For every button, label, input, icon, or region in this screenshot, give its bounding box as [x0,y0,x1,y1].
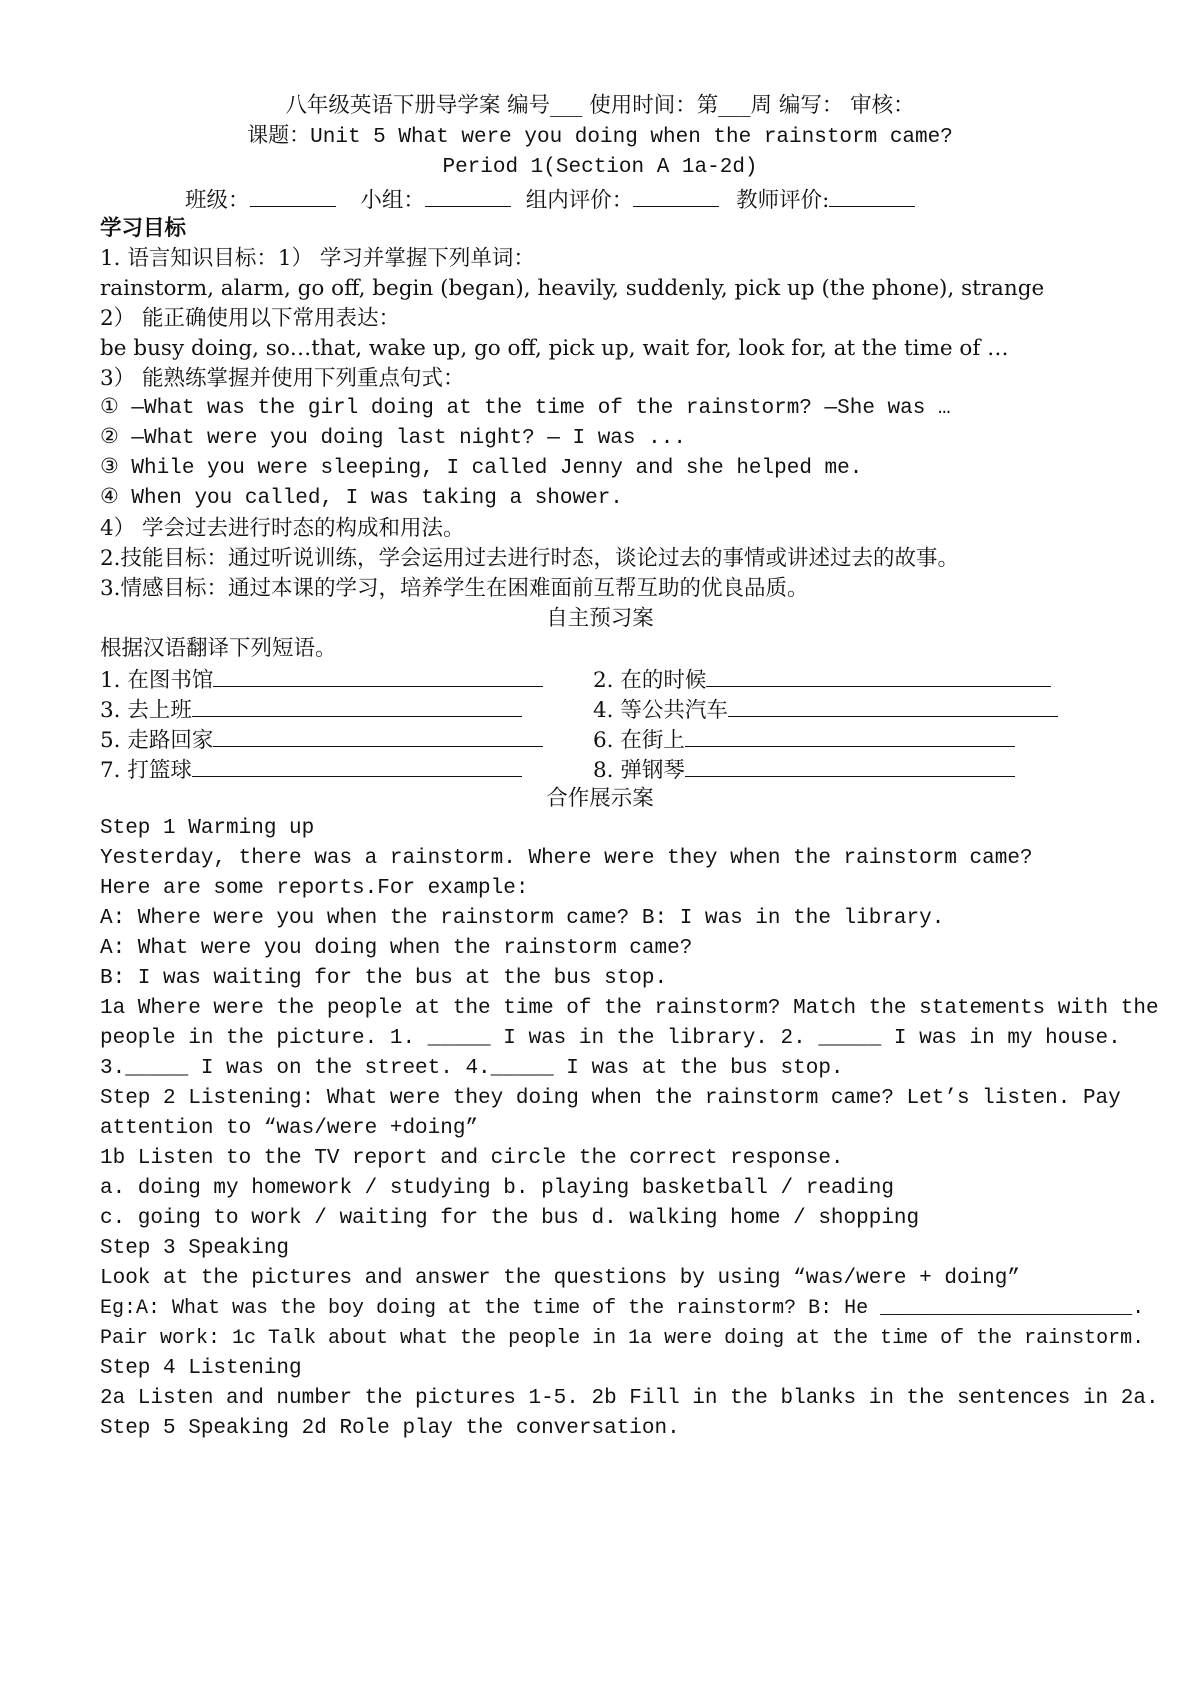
key-sentence-2: ② —What were you doing last night? — I was ... [100,427,686,450]
phrase-answer-blank[interactable] [192,754,522,777]
phrase-item-label: 4. 等公共汽车 [593,698,728,723]
key-sentence-4: ④ When you called, I was taking a shower. [100,487,623,510]
phrase-item-label: 3. 去上班 [100,698,192,723]
preview-heading: 自主预习案 [546,606,654,631]
phrase-answer-blank[interactable] [213,724,543,747]
example-dialog-1: A: Where were you when the rainstorm came? B: I was in the library. [100,907,945,930]
phrase-item-6 [593,724,1015,756]
lesson-topic: 课题：Unit 5 What were you doing when the rainstorm came? [247,126,953,149]
step3-example: Eg:A: What was the boy doing at the time of the rainstorm? B: He _____________________. [100,1297,1145,1320]
key-sentence-3: ③ While you were sleeping, I called Jenny and she helped me. [100,457,863,480]
peer-eval-blank[interactable] [633,184,719,207]
cooperation-heading: 合作展示案 [546,786,654,811]
phrase-answer-blank[interactable] [706,664,1051,687]
example-dialog-3: B: I was waiting for the bus at the bus stop. [100,967,668,990]
phrase-item-3 [100,694,522,726]
teacher-eval-blank[interactable] [829,184,915,207]
goal-words: rainstorm, alarm, go off, begin (began), heavily, suddenly, pick up (the phone), strange [100,276,1045,301]
goal-sentences-title: 3） 能熟练掌握并使用下列重点句式： [100,366,465,391]
phrase-item-8 [593,754,1015,786]
step1-text: Yesterday, there was a rainstorm. Where were they when the rainstorm came? [100,847,1033,870]
task-1b-instruction: 1b Listen to the TV report and circle the correct response. [100,1147,844,1170]
task-1b-options-2: c. going to work / waiting for the bus d. walking home / shopping [100,1207,920,1230]
phrase-item-label: 1. 在图书馆 [100,668,214,693]
phrase-answer-blank[interactable] [192,694,522,717]
task-1b-options-1: a. doing my homework / studying b. playing basketball / reading [100,1177,894,1200]
phrase-item-5 [100,724,543,756]
step3-title: Step 3 Speaking [100,1237,290,1260]
group-label: 小组： [360,188,425,213]
header-title-line: 八年级英语下册导学案 编号___ 使用时间：第___周 编写： 审核： [285,93,915,118]
example-dialog-2: A: What were you doing when the rainstorm came? [100,937,693,960]
step5-title: Step 5 Speaking 2d Role play the conversation. [100,1417,680,1440]
step2-text: attention to “was/were +doing” [100,1117,479,1140]
phrase-answer-blank[interactable] [685,724,1015,747]
phrase-answer-blank[interactable] [728,694,1058,717]
phrase-item-label: 2. 在的时候 [593,668,707,693]
phrase-answer-blank[interactable] [213,664,543,687]
phrase-item-4 [593,694,1058,726]
goal-emotion: 3.情感目标：通过本课的学习，培养学生在困难面前互帮互助的优良品质。 [100,576,809,601]
task-2a-2b: 2a Listen and number the pictures 1-5. 2b Fill in the blanks in the sentences in 2a. [100,1387,1159,1410]
phrase-item-label: 6. 在街上 [593,728,685,753]
task-1a-instruction: 1a Where were the people at the time of the rainstorm? Match the statements with the [100,997,1159,1020]
phrase-answer-blank[interactable] [685,754,1015,777]
group-blank[interactable] [425,184,511,207]
goal-tense: 4） 学会过去进行时态的构成和用法。 [100,516,465,541]
task-1a-items-2: 3._____ I was on the street. 4._____ I was at the bus stop. [100,1057,844,1080]
step1-title: Step 1 Warming up [100,817,315,840]
class-label: 班级： [185,188,250,213]
evaluation-row [185,184,915,216]
task-1a-items-1: people in the picture. 1. _____ I was in the library. 2. _____ I was in my house. [100,1027,1121,1050]
goal-skills: 2.技能目标：通过听说训练，学会运用过去进行时态，谈论过去的事情或讲述过去的故事。 [100,546,960,571]
phrase-item-label: 5. 走路回家 [100,728,214,753]
phrase-item-2 [593,664,1051,696]
class-blank[interactable] [250,184,336,207]
preview-instruction: 根据汉语翻译下列短语。 [100,636,337,661]
step2-title: Step 2 Listening: What were they doing when the rainstorm came? Let’s listen. Pay [100,1087,1121,1110]
step1-example-intro: Here are some reports.For example: [100,877,529,900]
lesson-period: Period 1(Section A 1a-2d) [442,156,758,179]
phrase-item-label: 7. 打篮球 [100,758,192,783]
goal-language: 1. 语言知识目标：1） 学习并掌握下列单词： [100,246,535,271]
key-sentence-1: ① —What was the girl doing at the time of the rainstorm? —She was … [100,397,951,420]
step3-instruction: Look at the pictures and answer the questions by using “was/were + doing” [100,1267,1020,1290]
goals-heading: 学习目标 [100,216,187,241]
phrase-item-label: 8. 弹钢琴 [593,758,685,783]
peer-eval-label: 组内评价： [525,188,634,213]
goal-expressions-title: 2） 能正确使用以下常用表达： [100,306,401,331]
phrase-item-7 [100,754,522,786]
step4-title: Step 4 Listening [100,1357,302,1380]
teacher-eval-label: 教师评价: [736,188,830,213]
phrase-item-1 [100,664,543,696]
goal-expressions: be busy doing, so…that, wake up, go off, pick up, wait for, look for, at the time of … [100,336,1009,361]
pair-work-1c: Pair work: 1c Talk about what the people in 1a were doing at the time of the rainstorm. [100,1327,1145,1350]
